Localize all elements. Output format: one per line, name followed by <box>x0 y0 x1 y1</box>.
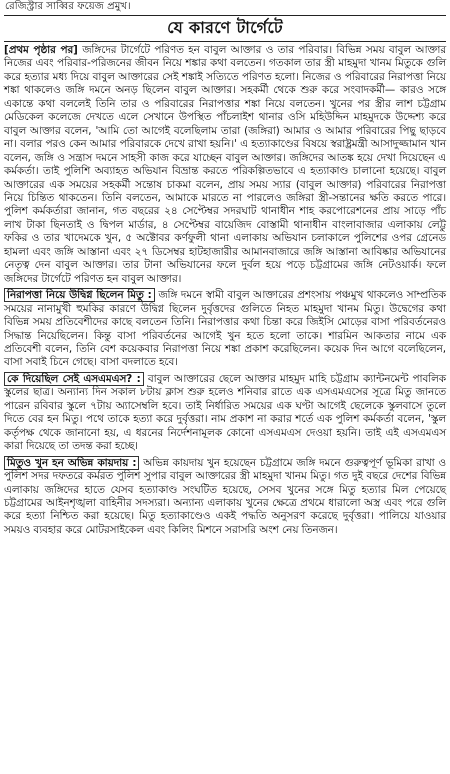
article-headline: যে কারণে টার্গেটে <box>167 18 283 37</box>
article-paragraph <box>4 373 446 454</box>
paragraph-text: জঙ্গিদের টার্গেটে পরিণত হন বাবুল আক্তার ও তার পরিবার। বিভিন্ন সময় বাবুল আক্তার নিজের এবং পরিবার-পরিজনের জীবন নিয়ে শঙ্কার কথা বলতেন। গতকাল তার স্ত্রী মাহমুদা খানম মিতুকে গুলি করে হত্যার মধ্য দিয়ে বাবুল আক্তারের সেই শঙ্কাই সত্যিতে পরিণত হলো। নিজের ও পরিবারের নিরাপত্তা নিয়ে শঙ্কা থাকলেও জঙ্গি দমনে অনড় ছিলেন বাবুল আক্তার। সহকর্মী থেকে শুরু করে সংবাদকর্মী— কারও সঙ্গে একান্তে কথা বললেই তিনি তার ও পরিবারের নিরাপত্তার শঙ্কা নিয়ে বলতেন। খুনের পর স্ত্রীর লাশ চট্টগ্রাম মেডিকেল কলেজে দেখতে এলে সেখানে উপস্থিত পাঁচলাইশ থানার ওসি মহিউদ্দিন মাহমুদকে উদ্দেশ্য করে বাবুল আক্তার বলেন, 'আমি তো আগেই বলেছিলাম তারা (জঙ্গিরা) আমার ও আমার পরিবারের পিছু ছাড়বে না। বলার পরও কেন আমার পরিবারকে দেখে রাখা হয়নি।' এ হত্যাকাণ্ডের বিষয়ে স্বরাষ্ট্রমন্ত্রী আসাদুজ্জামান খান বলেন, জঙ্গি ও সন্ত্রাস দমনে সাহসী কাজ করে যাচ্ছেন বাবুল আক্তার। জঙ্গিদের আতঙ্ক হয়ে দেখা দিয়েছেন এ কর্মকর্তা। তাই পুলিশি অব্যাহত অভিযান বিভ্রান্ত করতে পরিকল্পিতভাবে এ হত্যাকাণ্ড চালানো হয়েছে। বাবুল আক্তারের এক সময়ের সহকর্মী সন্তোষ চাকমা বলেন, প্রায় সময় স্যার (বাবুল আক্তার) পরিবারের নিরাপত্তা নিয়ে চিন্তিত থাকতেন। তিনি বলতেন, আমাকে মারতে না পারলেও জঙ্গিরা স্ত্রী-সন্তানের ক্ষতি করতে পারে। পুলিশ কর্মকর্তারা জানান, গত বছরের ২৪ সেপ্টেম্বর সদরঘাট থানাধীন শাহ করপোরেশনের প্রায় সাড়ে পাঁচ লাখ টাকা ছিনতাই ও দ্বিপল মার্ডার, ৪ সেপ্টেম্বর বায়েজিদ বোস্তামী থানাধীন বাংলাবাজার এলাকায় লেট্টু ফকির ও তার খাদেমকে খুন, ৫ অক্টোবর কর্ণফুলী থানা এলাকায় অভিযান চলাকালে পুলিশের ওপর গ্রেনেড হামলা এবং জঙ্গি আস্তানা এবং ২৭ ডিসেম্বর হাটহাজারীর আমানবাজারে জঙ্গি আস্তানা আবিষ্কার অভিযানের নেতৃত্ব দেন বাবুল আক্তার। তার টানা অভিযানের ফলে দুর্বল হয়ে পড়ে চট্টগ্রামের জঙ্গি নেটওয়ার্ক। ফলে জঙ্গিদের টার্গেটে পরিণত হন বাবুল আক্তার। <box>4 44 447 285</box>
previous-article-tail: রেজিস্ট্রার সাব্বির ফয়েজ প্রমুখ। <box>5 1 131 12</box>
subhead-lead: কে দিয়েছিল সেই এসএমএস? : <box>4 372 144 386</box>
article-paragraph <box>4 289 446 370</box>
paragraph-text: অভিন্ন কায়দায় খুন হয়েছেন চট্টগ্রামে জঙ্গি দমনে গুরুত্বপূর্ণ ভূমিকা রাখা ও পুলিশ সদর দফতরে কর্মরত পুলিশ সুপার বাবুল আক্তারের স্ত্রী মাহমুদা খানম মিতু। গত দুই বছরে দেশের বিভিন্ন এলাকায় জঙ্গিদের হাতে যেসব হত্যাকাণ্ড সংঘটিত হয়েছে, সেসব খুনের সঙ্গে মিতু হত্যার মিল পেয়েছে চট্টগ্রামের আইনশৃঙ্খলা বাহিনীর সদস্যরা। অন্যান্য এলাকায় খুনের ক্ষেত্রে প্রথমে ধারালো অস্ত্র এবং পরে গুলি করে হত্যা নিশ্চিত করা হয়েছে। মিতু হত্যাকাণ্ডেও একই পদ্ধতি অনুসরণ করেছে দুর্বৃত্তরা। পালিয়ে যাওয়ার সময়ও ব্যবহার করে মোটরসাইকেল এবং কিলিং মিশনে সরাসরি অংশ নেয় তিনজন। <box>4 456 446 536</box>
article-body <box>4 44 446 537</box>
subhead-lead: নিরাপত্তা নিয়ে উদ্বিগ্ন ছিলেন মিতু : <box>4 288 155 302</box>
article-paragraph <box>4 44 446 286</box>
article-paragraph <box>4 457 446 538</box>
page-bottom-edge <box>0 770 450 774</box>
paragraph-text: জঙ্গি দমনে স্বামী বাবুল আক্তারের প্রশংসায় পঞ্চমুখ থাকলেও সাম্প্রতিক সময়ের নানামুখী হুমকির কারণে উদ্বিগ্ন ছিলেন দুর্বৃত্তদের গুলিতে নিহত মাহমুদা খানম মিতু। উদ্বেগের কথা বিভিন্ন সময় প্রতিবেশীদের কাছে বলতেন তিনি। নিরাপত্তার কথা চিন্তা করে জিইসি মোড়ের বাসা পরিবর্তনেরও সিদ্ধান্ত নিয়েছিলেন। কিন্তু বাসা পরিবর্তনের আগেই খুন হতে হলো তাকে। শারমিন আকতার নামে এক প্রতিবেশী বলেন, তিনি বেশ কয়েকবার নিরাপত্তা নিয়ে শঙ্কা প্রকাশ করেছিলেন। কয়েক দিন আগে বলেছিলেন, বাসা সবাই চিনে গেছে। বাসা বদলাতে হবে। <box>4 289 446 369</box>
paragraph-text: বাবুল আক্তারের ছেলে আক্তার মাহমুদ মাহি চট্টগ্রাম ক্যান্টনমেন্ট পাবলিক স্কুলের ছাত্র। অন্যান্য দিন সকাল ৮টায় ক্লাস শুরু হলেও শনিবার রাতে এক এসএমএসের সূত্রে মিতু জানতে পারেন রবিবার স্কুলে ৭টায় অ্যাসেম্বলি হবে। তাই নির্ধারিত সময়ের এক ঘণ্টা আগেই ছেলেকে স্কুলবাসে তুলে দিতে বের হন মিতু। পথে তাকে হত্যা করে দুর্বৃত্তরা। নাম প্রকাশ না করার শর্তে এক পুলিশ কর্মকর্তা বলেন, 'স্কুল কর্তৃপক্ষ থেকে জানানো হয়, এ ধরনের নির্দেশনামূলক কোনো এসএমএস দেওয়া হয়নি। তাই এই এসএমএস কারা দিয়েছে তা তদন্ত করা হচ্ছে। <box>4 372 447 453</box>
headline-box <box>4 15 446 42</box>
subhead-lead: মিতুও খুন হন অভিন্ন কায়দায় : <box>4 456 139 470</box>
continuation-lead: [প্রথম পৃষ্ঠার পর] <box>4 44 78 56</box>
